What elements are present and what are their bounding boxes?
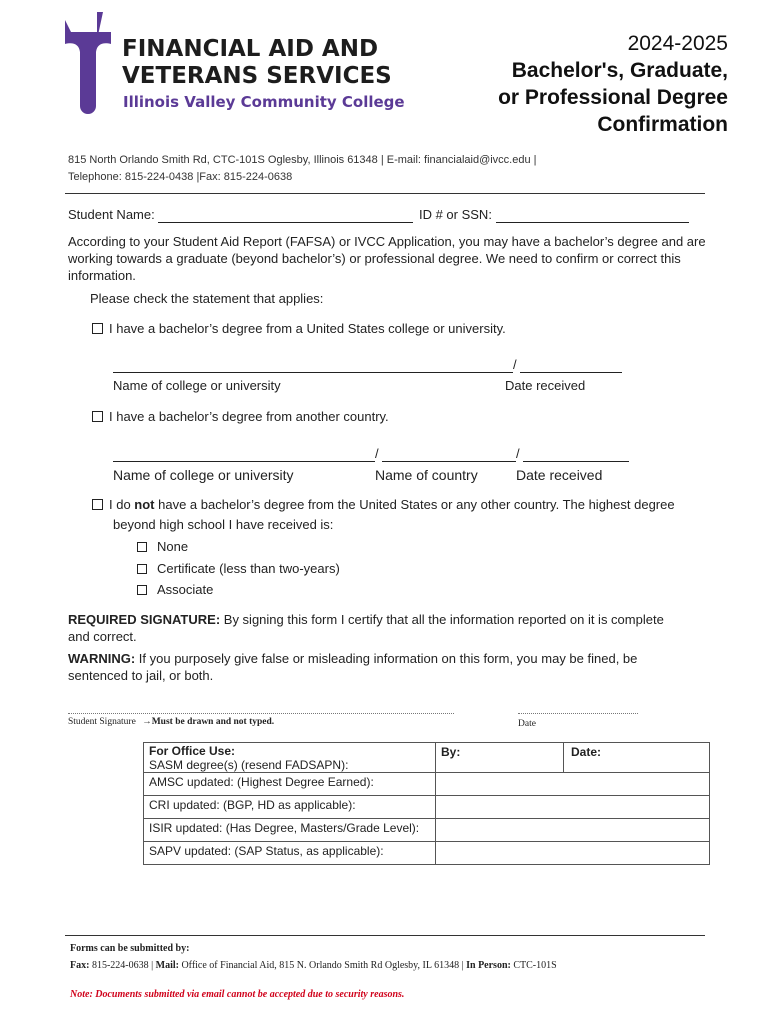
- org-college-name: Illinois Valley Community College: [123, 93, 405, 111]
- office-row-label: AMSC updated: (Highest Degree Earned):: [144, 773, 436, 796]
- sub-option-none: None: [137, 539, 188, 554]
- header-divider: [65, 193, 705, 194]
- sub-option-certificate: Certificate (less than two-years): [137, 561, 340, 576]
- table-row: [144, 796, 710, 819]
- college-logo-mark: [63, 10, 113, 114]
- mail-value: Office of Financial Aid, 815 N. Orlando Smith Rd Oglesby, IL 61348 |: [178, 960, 467, 971]
- office-use-table: [143, 742, 710, 865]
- office-use-header-cell: [144, 743, 436, 773]
- form-title: [498, 30, 728, 138]
- student-id-label: ID # or SSN:: [418, 207, 492, 222]
- student-signature-line[interactable]: [68, 713, 454, 714]
- checkbox-us-degree[interactable]: [92, 323, 103, 334]
- office-row-entry[interactable]: [436, 819, 710, 842]
- office-by-label: By:: [441, 745, 461, 759]
- date-received-line[interactable]: [520, 372, 622, 373]
- option-us-degree-label: I have a bachelor’s degree from a United States college or university.: [109, 321, 506, 336]
- required-signature-text: REQUIRED SIGNATURE: By signing this form I certify that all the information reported on it is complete: [68, 612, 664, 627]
- foreign-college-line[interactable]: [113, 461, 375, 462]
- fax-value: 815-224-0638 |: [89, 960, 156, 971]
- required-signature-heading: REQUIRED SIGNATURE:: [68, 612, 221, 627]
- submit-heading: Forms can be submitted by:: [70, 943, 190, 954]
- student-id-field[interactable]: [496, 207, 689, 223]
- office-date-header-cell: [564, 743, 710, 773]
- country-caption: Name of country: [375, 467, 478, 483]
- office-row-label: ISIR updated: (Has Degree, Masters/Grade Level):: [144, 819, 436, 842]
- warning-text2: sentenced to jail, or both.: [68, 668, 214, 683]
- office-row-entry[interactable]: [436, 842, 710, 865]
- org-name-line1: FINANCIAL AID AND: [122, 36, 379, 62]
- submit-methods: [70, 960, 557, 971]
- contact-phone: Telephone: 815-224-0438 |Fax: 815-224-0638: [68, 171, 293, 183]
- checkbox-no-degree[interactable]: [92, 499, 103, 510]
- warning-heading: WARNING:: [68, 651, 136, 666]
- signature-date-caption: Date: [518, 719, 536, 729]
- sub-option-associate: Associate: [137, 582, 213, 597]
- fax-label: Fax:: [70, 960, 90, 971]
- student-name-label: Student Name:: [68, 207, 155, 222]
- option-no-degree-line2: beyond high school I have received is:: [113, 517, 334, 532]
- contact-address: 815 North Orlando Smith Rd, CTC-101S Oglesby, Illinois 61348 | E-mail: financialaid@ivcc.edu |: [68, 154, 537, 166]
- form-title-line3: Confirmation: [597, 113, 728, 136]
- student-signature-caption: [68, 717, 274, 727]
- checkbox-foreign-degree[interactable]: [92, 411, 103, 422]
- option-us-degree: [92, 321, 506, 336]
- required-signature-text2: and correct.: [68, 629, 137, 644]
- option-no-degree: I do not have a bachelor’s degree from the United States or any other country. The highest degree: [92, 497, 675, 512]
- slash-separator: /: [513, 357, 517, 372]
- checkbox-none[interactable]: [137, 542, 147, 552]
- office-row-entry[interactable]: [436, 773, 710, 796]
- college-name-line[interactable]: [113, 372, 513, 373]
- signature-date-line[interactable]: [518, 713, 638, 714]
- office-use-header: For Office Use:: [149, 744, 236, 758]
- must-be-drawn-note: Must be drawn and not typed.: [151, 717, 275, 727]
- instruction-text: Please check the statement that applies:: [90, 291, 324, 306]
- warning-text: WARNING: If you purposely give false or misleading information on this form, you may be fined, be: [68, 651, 638, 666]
- table-row: [144, 842, 710, 865]
- office-row-label: SAPV updated: (SAP Status, as applicable):: [144, 842, 436, 865]
- arrow-icon: →: [142, 717, 152, 727]
- foreign-date-caption: Date received: [516, 467, 603, 483]
- office-date-label: Date:: [571, 745, 602, 759]
- office-row-entry[interactable]: [436, 796, 710, 819]
- table-row: [144, 819, 710, 842]
- org-name-line2: VETERANS SERVICES: [122, 63, 392, 89]
- in-person-label: In Person:: [466, 960, 511, 971]
- option-foreign-degree-label: I have a bachelor’s degree from another country.: [109, 409, 389, 424]
- country-line[interactable]: [382, 461, 516, 462]
- form-title-line2: or Professional Degree: [498, 86, 728, 109]
- office-row-label: SASM degree(s) (resend FADSAPN):: [149, 758, 349, 772]
- office-by-header-cell: [436, 743, 564, 773]
- contact-info: [68, 152, 537, 186]
- date-received-caption: Date received: [505, 378, 586, 393]
- option-foreign-degree: [92, 409, 389, 424]
- form-year: 2024-2025: [627, 32, 728, 55]
- checkbox-certificate[interactable]: [137, 564, 147, 574]
- table-row: [144, 743, 710, 773]
- slash-separator: /: [516, 446, 520, 461]
- intro-paragraph: According to your Student Aid Report (FAFSA) or IVCC Application, you may have a bachelor’s degree and are working towards a graduate (beyond bachelor’s) or professional degree. We need to confirm or correct this information.: [68, 234, 706, 283]
- email-warning-note: Note: Documents submitted via email cannot be accepted due to security reasons.: [70, 989, 405, 1000]
- in-person-value: CTC-101S: [510, 960, 557, 971]
- mail-label: Mail:: [155, 960, 179, 971]
- footer-divider: [65, 935, 705, 936]
- foreign-date-line[interactable]: [523, 461, 629, 462]
- foreign-college-caption: Name of college or university: [113, 467, 294, 483]
- table-row: [144, 773, 710, 796]
- office-row-label: CRI updated: (BGP, HD as applicable):: [144, 796, 436, 819]
- form-title-line1: Bachelor's, Graduate,: [511, 59, 728, 82]
- college-name-caption: Name of college or university: [113, 378, 281, 393]
- slash-separator: /: [375, 446, 379, 461]
- student-name-row: [68, 207, 689, 223]
- checkbox-associate[interactable]: [137, 585, 147, 595]
- student-name-field[interactable]: [158, 207, 413, 223]
- student-signature-label: Student Signature: [68, 717, 136, 727]
